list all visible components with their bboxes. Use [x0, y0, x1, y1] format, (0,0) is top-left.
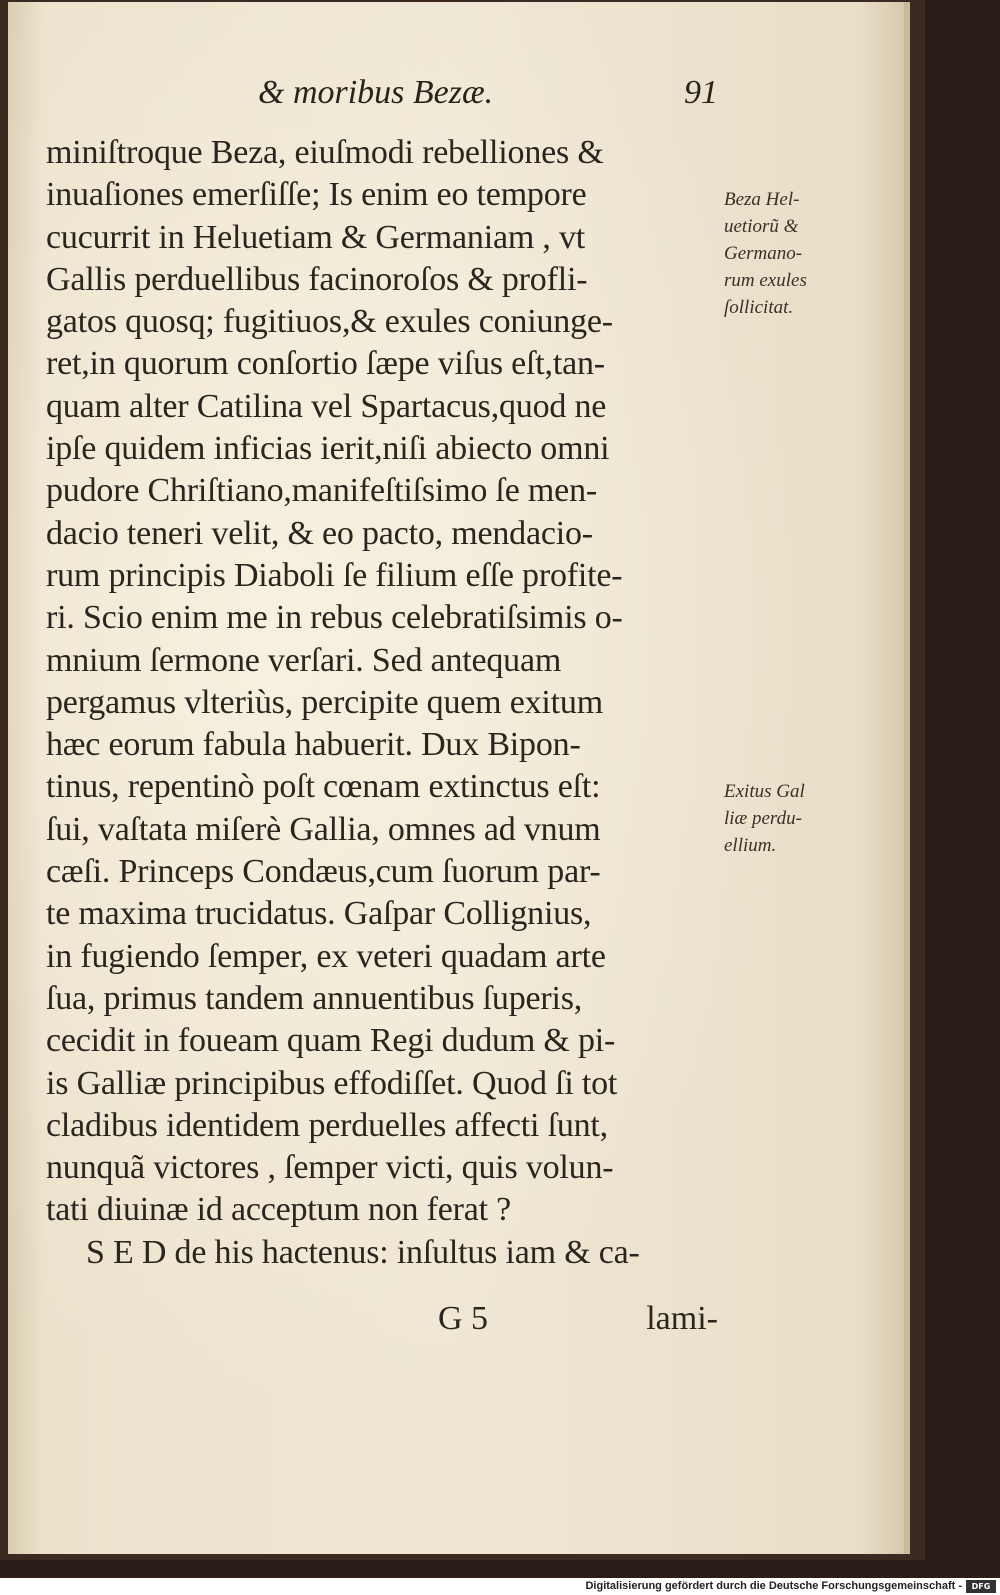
marginal-note-line: ellium.	[724, 835, 777, 856]
text-line: nunquã victores , ſemper victi, quis volun-	[46, 1149, 614, 1187]
book-page	[8, 2, 910, 1554]
page-number: 91	[684, 74, 718, 111]
text-line: pergamus vlteriùs, percipite quem exitum	[46, 683, 603, 721]
text-line: mnium ſermone verſari. Sed antequam	[46, 641, 562, 679]
text-line: dacio teneri velit, & eo pacto, mendacio-	[46, 514, 593, 552]
text-line: cæſi. Princeps Condæus,cum ſuorum par-	[46, 853, 601, 891]
signature-mark: G 5	[438, 1300, 489, 1337]
marginal-note-line: liæ perdu-	[724, 808, 802, 829]
text-line: quam alter Catilina vel Spartacus,quod ne	[46, 387, 607, 425]
text-line: in fugiendo ſemper, ex veteri quadam arte	[46, 937, 606, 975]
text-line: S E D de his hactenus: inſultus iam & ca-	[86, 1233, 640, 1271]
text-line: hæc eorum fabula habuerit. Dux Bipon-	[46, 726, 581, 764]
text-line: ſui, vaſtata miſerè Gallia, omnes ad vnum	[46, 810, 601, 848]
text-line: cladibus identidem perduelles affecti ſunt,	[46, 1106, 608, 1144]
text-line: is Galliæ principibus effodiſſet. Quod ſi tot	[46, 1064, 618, 1102]
text-line: pudore Chriſtiano,manifeſtiſsimo ſe men-	[46, 472, 597, 510]
funding-credit: Digitalisierung gefördert durch die Deutsche Forschungsgemeinschaft -	[585, 1580, 962, 1592]
marginal-note-line: Beza Hel-	[724, 189, 800, 210]
catchword: lami-	[646, 1300, 718, 1337]
text-line: Gallis perduellibus facinoroſos & profli-	[46, 260, 588, 298]
text-line: ret,in quorum conſortio ſæpe viſus eſt,tan-	[46, 345, 605, 383]
text-line: tinus, repentinò poſt cœnam extinctus eſt:	[46, 768, 601, 806]
text-line: cecidit in foueam quam Regi dudum & pi-	[46, 1022, 616, 1060]
dfg-logo: DFG	[966, 1580, 996, 1593]
running-title: & moribus Bezæ.	[258, 74, 494, 111]
marginal-note	[724, 778, 894, 859]
footer-bar	[0, 1578, 1000, 1595]
text-line: rum principis Diaboli ſe filium eſſe profite-	[46, 556, 623, 594]
catchline	[438, 1300, 718, 1344]
text-line: inuaſiones emerſiſſe; Is enim eo tempore	[46, 176, 587, 214]
marginal-note-line: Exitus Gal	[724, 781, 805, 802]
marginal-note	[724, 186, 894, 321]
marginal-note-line: rum exules	[724, 270, 807, 291]
text-line: te maxima trucidatus. Gaſpar Collignius,	[46, 895, 592, 933]
text-line: cucurrit in Heluetiam & Germaniam , vt	[46, 218, 586, 256]
page-header	[258, 74, 718, 126]
text-line: miniſtroque Beza, eiuſmodi rebelliones &	[46, 134, 604, 171]
marginal-note-line: Germano-	[724, 243, 803, 264]
text-line: tati diuinæ id acceptum non ferat ?	[46, 1191, 512, 1229]
text-line: ri. Scio enim me in rebus celebratiſsimis o-	[46, 599, 623, 637]
text-line: gatos quosq; fugitiuos,& exules coniunge-	[46, 303, 613, 341]
marginal-note-line: ſollicitat.	[724, 297, 794, 318]
main-text	[46, 132, 716, 1274]
text-line: ſua, primus tandem annuentibus ſuperis,	[46, 979, 583, 1017]
text-line: ipſe quidem inficias ierit,niſi abiecto omni	[46, 430, 610, 468]
marginal-note-line: uetiorũ &	[724, 216, 799, 237]
